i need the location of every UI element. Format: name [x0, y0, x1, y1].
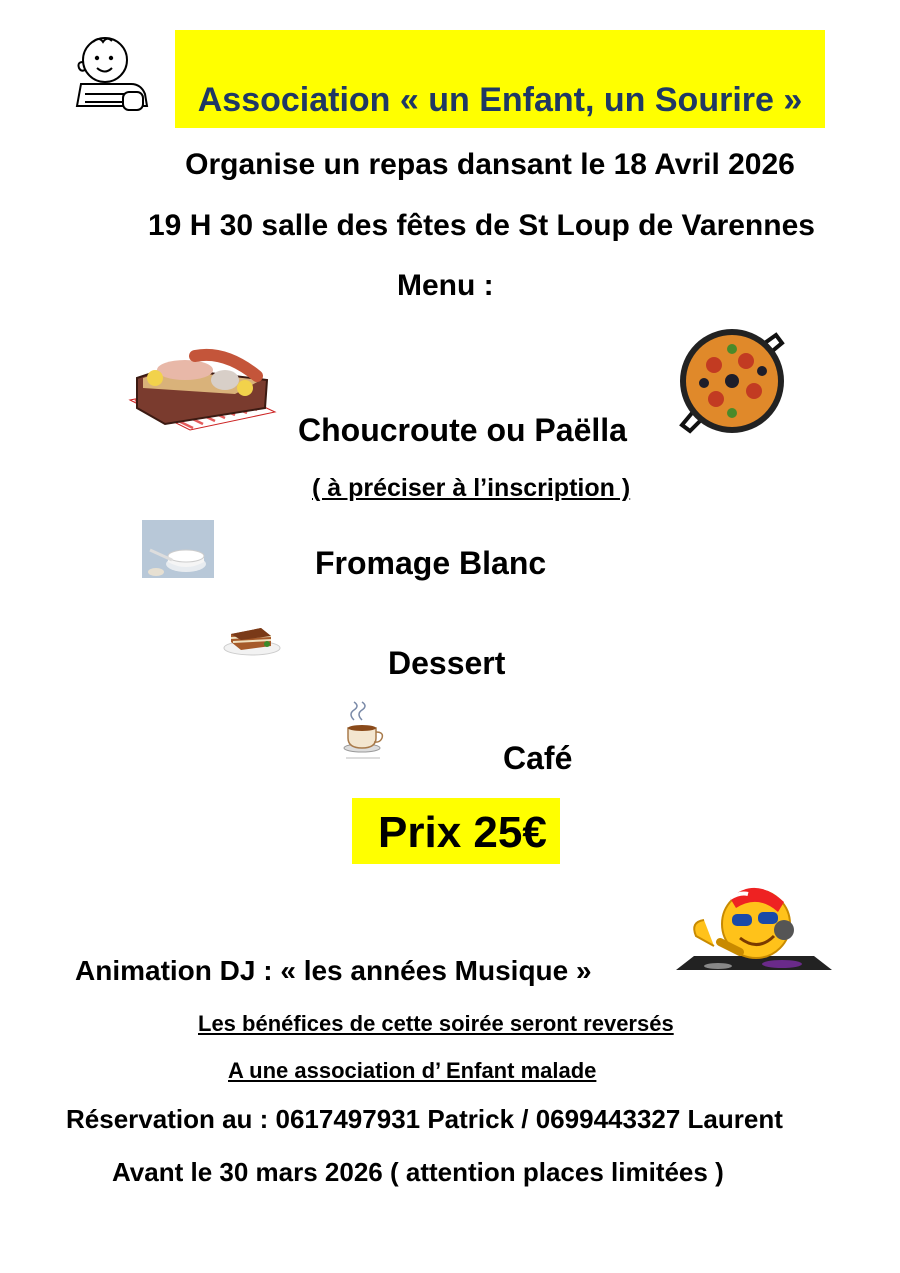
menu-note: ( à préciser à l’inscription )	[312, 474, 631, 502]
menu-item-cheese: Fromage Blanc	[315, 545, 547, 581]
coffee-cup-icon	[340, 702, 400, 764]
benefits-line-1: Les bénéfices de cette soirée seront reversés	[198, 1011, 674, 1036]
menu-heading: Menu :	[397, 269, 494, 302]
menu-item-main: Choucroute ou Paëlla	[298, 412, 627, 448]
menu-item-dessert: Dessert	[388, 645, 506, 681]
fromage-blanc-icon	[142, 520, 214, 578]
reservation-contacts: Réservation au : 0617497931 Patrick / 0699443327 Laurent	[66, 1104, 783, 1134]
paella-pan-icon	[674, 325, 794, 435]
choucroute-dish-icon	[125, 338, 280, 438]
child-smile-logo-icon	[65, 28, 155, 118]
event-time-place: 19 H 30 salle des fêtes de St Loup de Varennes	[148, 209, 815, 242]
page-title: Association « un Enfant, un Sourire »	[197, 81, 803, 119]
tiramisu-icon	[223, 622, 281, 656]
reservation-deadline: Avant le 30 mars 2026 ( attention places limitées )	[112, 1157, 724, 1187]
menu-item-coffee: Café	[503, 740, 573, 776]
event-announcement: Organise un repas dansant le 18 Avril 2026	[185, 148, 795, 181]
dj-smiley-icon	[670, 880, 835, 980]
benefits-line-2: A une association d’ Enfant malade	[228, 1058, 597, 1083]
dj-animation: Animation DJ : « les années Musique »	[75, 955, 592, 986]
price-label: Prix 25€	[378, 808, 547, 857]
